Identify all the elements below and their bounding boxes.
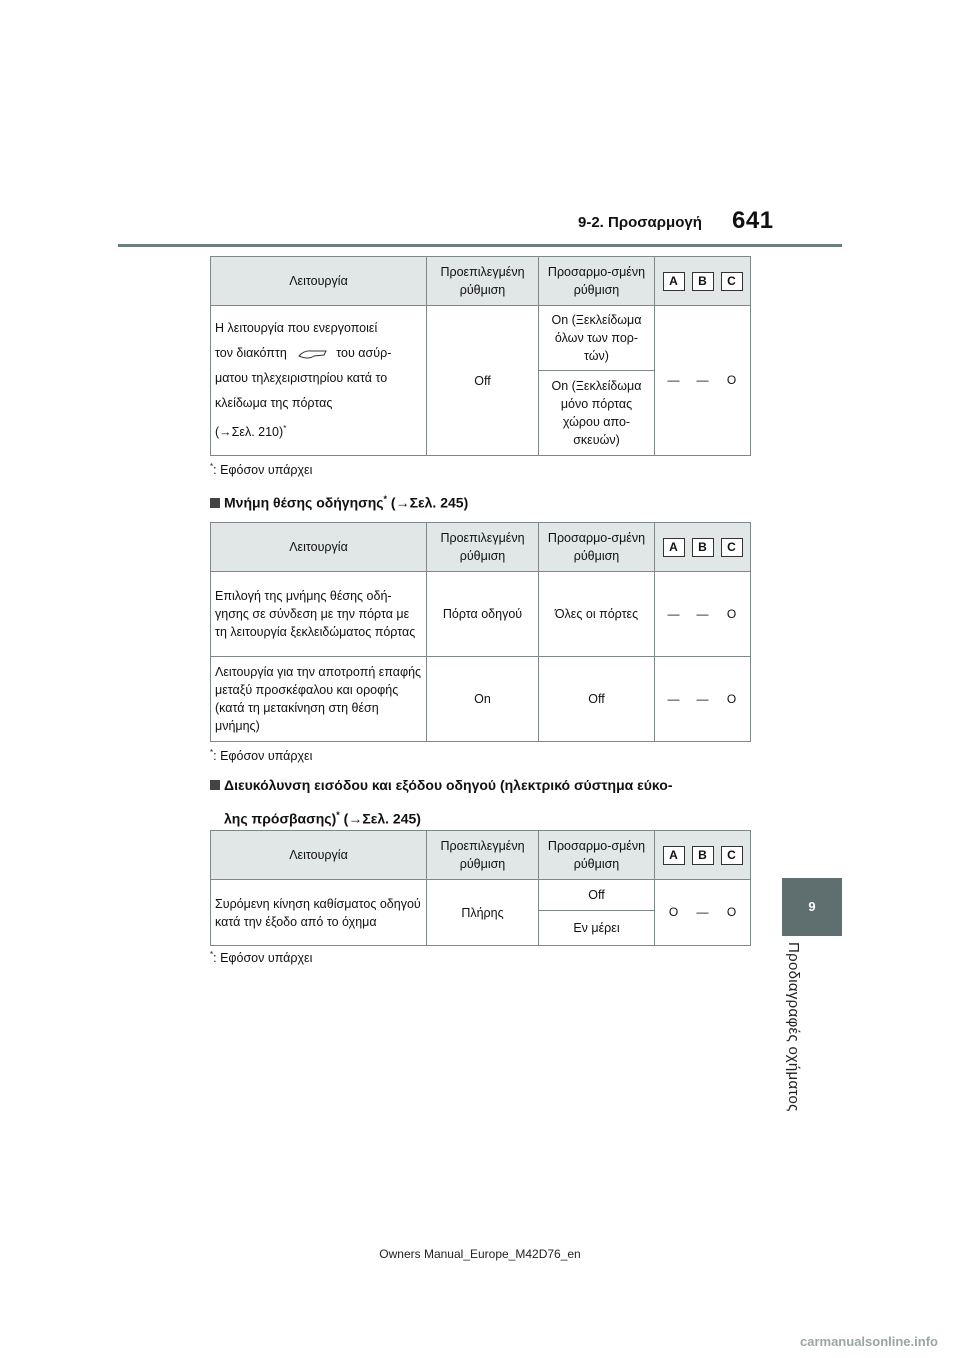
default-cell: Πλήρης: [427, 880, 539, 946]
custom-cell: Όλες οι πόρτες: [539, 572, 655, 657]
chapter-side-title: [785, 942, 813, 1142]
col-header-custom: Προσαρμο-σμένη ρύθμιση: [539, 831, 655, 880]
func-line: Η λειτουργία που ενεργοποιεί: [215, 320, 378, 335]
col-header-custom: Προσαρμο-σμένη ρύθμιση: [539, 257, 655, 306]
col-header-abc: A B C: [655, 831, 751, 880]
default-cell: Πόρτα οδηγού: [427, 572, 539, 657]
footnote: *: Εφόσον υπάρχει: [210, 462, 313, 478]
settings-table-3: [210, 830, 751, 946]
section-title: Διευκόλυνση εισόδου και εξόδου οδηγού (ηλεκτρικό σύστημα εύκο- λης πρόσβασης)* (→Σελ. 245): [210, 772, 673, 832]
settings-table-1: [210, 256, 751, 456]
col-header-abc: A B C: [655, 523, 751, 572]
remote-key-icon: [296, 347, 330, 361]
function-cell: Επιλογή της μνήμης θέσης οδή-γησης σε σύνδεση με την πόρτα με τη λειτουργία ξεκλειδώματος πόρτας: [211, 572, 427, 657]
custom-cell: On (Ξεκλείδωμα όλων των πορ-τών): [539, 306, 655, 371]
footnote: *: Εφόσον υπάρχει: [210, 950, 313, 966]
label-a: A: [663, 272, 685, 291]
col-header-function: Λειτουργία: [211, 257, 427, 306]
default-cell: On: [427, 657, 539, 742]
custom-cell: Off: [539, 657, 655, 742]
col-header-default: Προεπιλεγμένη ρύθμιση: [427, 831, 539, 880]
abc-cell: — — O: [655, 572, 751, 657]
function-cell: Λειτουργία για την αποτροπή επαφής μεταξύ προσκέφαλου και οροφής (κατά τη μετακίνηση στη θέση μνήμης): [211, 657, 427, 742]
label-b: B: [692, 272, 714, 291]
section-heading: 9-2. Προσαρμογή: [578, 214, 702, 231]
footer-text: Owners Manual_Europe_M42D76_en: [379, 1247, 581, 1261]
function-cell: [211, 306, 427, 456]
custom-cell: Off: [539, 880, 655, 911]
settings-table-2: [210, 522, 751, 742]
col-header-function: Λειτουργία: [211, 831, 427, 880]
custom-cell: Εν μέρει: [539, 911, 655, 946]
func-line: κλείδωμα της πόρτας: [215, 395, 333, 410]
col-header-default: Προεπιλεγμένη ρύθμιση: [427, 257, 539, 306]
col-header-function: Λειτουργία: [211, 523, 427, 572]
custom-cell: On (Ξεκλείδωμα μόνο πόρτας χώρου απο-σκευών): [539, 371, 655, 456]
abc-cell: — — O: [655, 306, 751, 456]
chapter-title-text: Προδιαγραφές οχήματος: [785, 942, 802, 1112]
col-header-custom: Προσαρμο-σμένη ρύθμιση: [539, 523, 655, 572]
chapter-tab: 9: [782, 878, 842, 936]
page-number: 641: [732, 207, 774, 234]
function-cell: Συρόμενη κίνηση καθίσματος οδηγού κατά την έξοδο από το όχημα: [211, 880, 427, 946]
label-c: C: [721, 272, 743, 291]
col-header-default: Προεπιλεγμένη ρύθμιση: [427, 523, 539, 572]
header-rule: [118, 244, 842, 247]
default-cell: Off: [427, 306, 539, 456]
abc-cell: O — O: [655, 880, 751, 946]
abc-cell: — — O: [655, 657, 751, 742]
func-line: ματου τηλεχειριστηρίου κατά το: [215, 370, 388, 385]
func-line: (→Σελ. 210)*: [215, 423, 287, 440]
section-title: Μνήμη θέσης οδήγησης* (→Σελ. 245): [210, 486, 468, 516]
watermark: carmanualsonline.info: [800, 1334, 938, 1349]
col-header-abc: [655, 257, 751, 306]
footnote: *: Εφόσον υπάρχει: [210, 748, 313, 764]
func-line: τον διακόπτη του ασύρ-: [215, 345, 392, 360]
